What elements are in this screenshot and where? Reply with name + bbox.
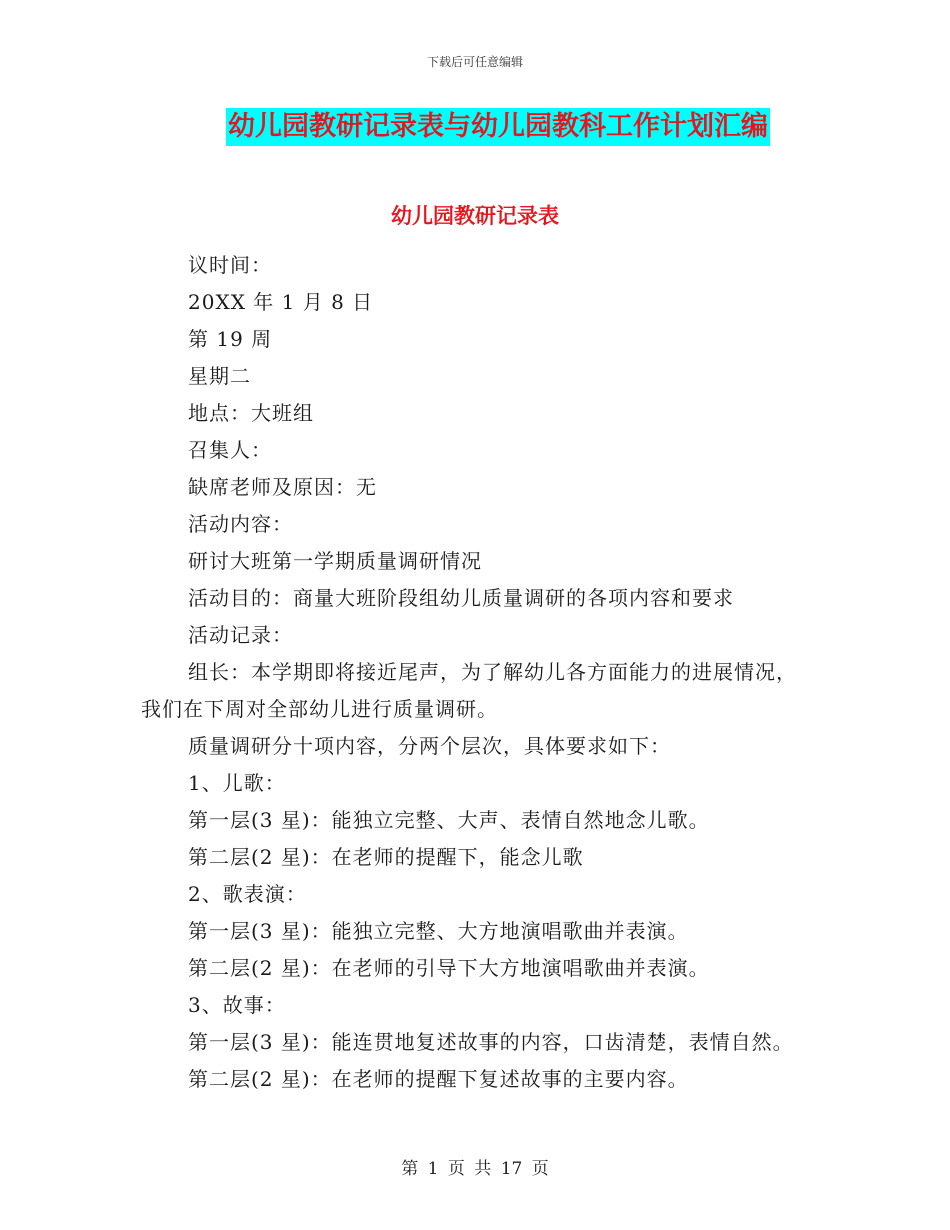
main-title: 幼儿园教研记录表与幼儿园教科工作计划汇编 — [226, 108, 770, 146]
paragraph-line: 质量调研分十项内容，分两个层次，具体要求如下： — [188, 734, 671, 758]
paragraph-line: 第一层(3 星)：能独立完整、大方地演唱歌曲并表演。 — [188, 919, 689, 943]
paragraph-line: 活动目的：商量大班阶段组幼儿质量调研的各项内容和要求 — [188, 586, 734, 610]
main-title-container — [0, 108, 950, 146]
paragraph-line: 第二层(2 星)：在老师的提醒下复述故事的主要内容。 — [188, 1067, 689, 1091]
paragraph-line: 星期二 — [188, 364, 251, 388]
paragraph-line: 第 19 周 — [188, 327, 273, 351]
paragraph-line: 研讨大班第一学期质量调研情况 — [188, 549, 482, 573]
paragraph-line: 2、歌表演： — [188, 882, 307, 906]
paragraph-line: 召集人： — [188, 438, 272, 462]
header-note: 下载后可任意编辑 — [426, 55, 523, 69]
paragraph-line: 第二层(2 星)：在老师的提醒下，能念儿歌 — [188, 845, 584, 869]
paragraph-line: 20XX 年 1 月 8 日 — [188, 290, 374, 314]
paragraph-line: 1、儿歌： — [188, 771, 286, 795]
paragraph-line: 第二层(2 星)：在老师的引导下大方地演唱歌曲并表演。 — [188, 956, 710, 980]
paragraph-line: 第一层(3 星)：能独立完整、大声、表情自然地念儿歌。 — [188, 808, 710, 832]
paragraph-line: 第一层(3 星)：能连贯地复述故事的内容，口齿清楚，表情自然。 — [188, 1030, 794, 1054]
paragraph-line: 活动内容： — [188, 512, 293, 536]
paragraph-line: 组长：本学期即将接近尾声，为了解幼儿各方面能力的进展情况， — [188, 660, 797, 684]
paragraph-line: 我们在下周对全部幼儿进行质量调研。 — [141, 697, 498, 721]
paragraph-line: 3、故事： — [188, 993, 286, 1017]
paragraph-line: 议时间： — [188, 253, 272, 277]
paragraph-line: 活动记录： — [188, 623, 293, 647]
paragraph-line: 地点：大班组 — [188, 401, 314, 425]
document-body — [141, 247, 821, 1098]
section-title: 幼儿园教研记录表 — [391, 204, 559, 228]
paragraph-line: 缺席老师及原因：无 — [188, 475, 377, 499]
page-footer: 第 1 页 共 17 页 — [401, 1159, 549, 1179]
